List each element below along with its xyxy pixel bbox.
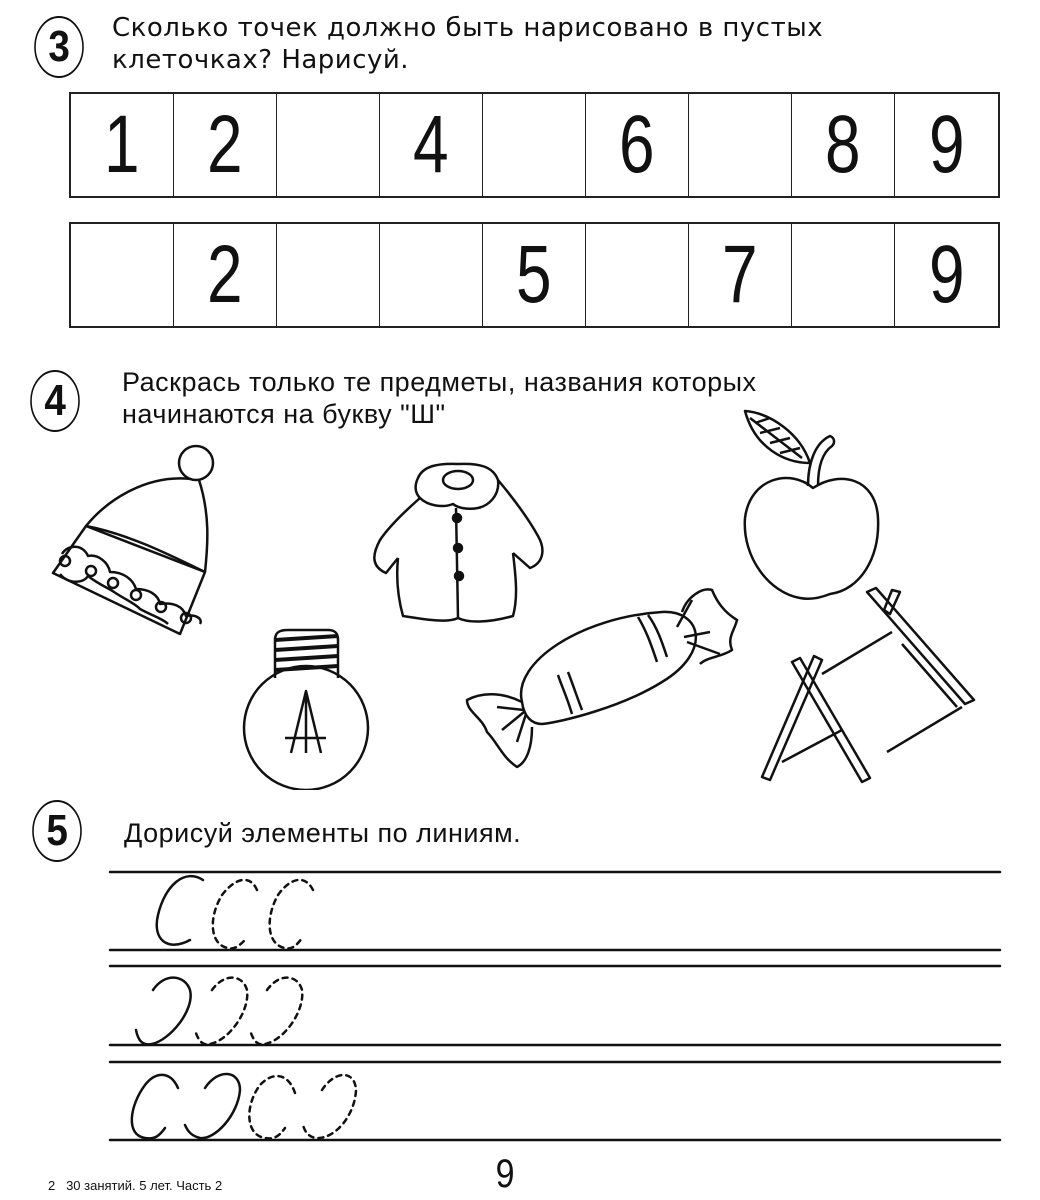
grid-cell[interactable]: [483, 94, 586, 196]
grid-cell[interactable]: [277, 94, 380, 196]
task-instruction: [122, 366, 757, 430]
task-number: 5: [46, 806, 68, 855]
instruction-line: Раскрась только те предметы, названия которых: [122, 367, 757, 397]
task-number: 4: [44, 376, 66, 425]
book-title-footer: 2 30 занятий. 5 лет. Часть 2: [48, 1178, 223, 1193]
grid-cell[interactable]: [277, 224, 380, 326]
grid-cell[interactable]: 8: [792, 94, 895, 196]
instruction-line: клеточках? Нарисуй.: [112, 45, 410, 75]
grid-cell[interactable]: 4: [380, 94, 483, 196]
deck-chair-picture[interactable]: [752, 582, 980, 786]
grid-cell[interactable]: 2: [174, 94, 277, 196]
handwriting-practice-lines[interactable]: [100, 860, 1010, 1150]
hat-picture[interactable]: [48, 444, 218, 640]
grid-cell[interactable]: 2: [174, 224, 277, 326]
grid-cell[interactable]: 7: [689, 224, 792, 326]
candy-picture[interactable]: [462, 582, 742, 782]
instruction-line: начинаются на букву "Ш": [122, 399, 446, 429]
task-instruction: [112, 12, 823, 76]
task-number-badge: [34, 16, 84, 78]
grid-cell[interactable]: 1: [71, 94, 174, 196]
grid-cell[interactable]: [380, 224, 483, 326]
grid-cell[interactable]: [71, 224, 174, 326]
task-number-badge: [30, 370, 80, 432]
grid-cell[interactable]: 9: [928, 229, 965, 320]
instruction-line: Сколько точек должно быть нарисовано в пустых: [112, 13, 824, 43]
task-number: 3: [48, 22, 70, 71]
number-grid-row-2: [69, 222, 1000, 328]
grid-cell[interactable]: [586, 224, 689, 326]
number-grid-row-1: [69, 92, 1000, 198]
page-number: 9: [495, 1152, 515, 1196]
light-bulb-picture[interactable]: [238, 628, 374, 790]
instruction-line: Дорисуй элементы по линиям.: [124, 818, 522, 848]
task-instruction: [124, 817, 521, 849]
grid-cell[interactable]: 5: [483, 224, 586, 326]
grid-cell[interactable]: [792, 224, 895, 326]
task-number-badge: [32, 800, 82, 862]
apple-picture[interactable]: [740, 408, 890, 604]
grid-cell[interactable]: 6: [586, 94, 689, 196]
grid-cell[interactable]: [689, 94, 792, 196]
grid-cell[interactable]: 9: [928, 99, 965, 190]
